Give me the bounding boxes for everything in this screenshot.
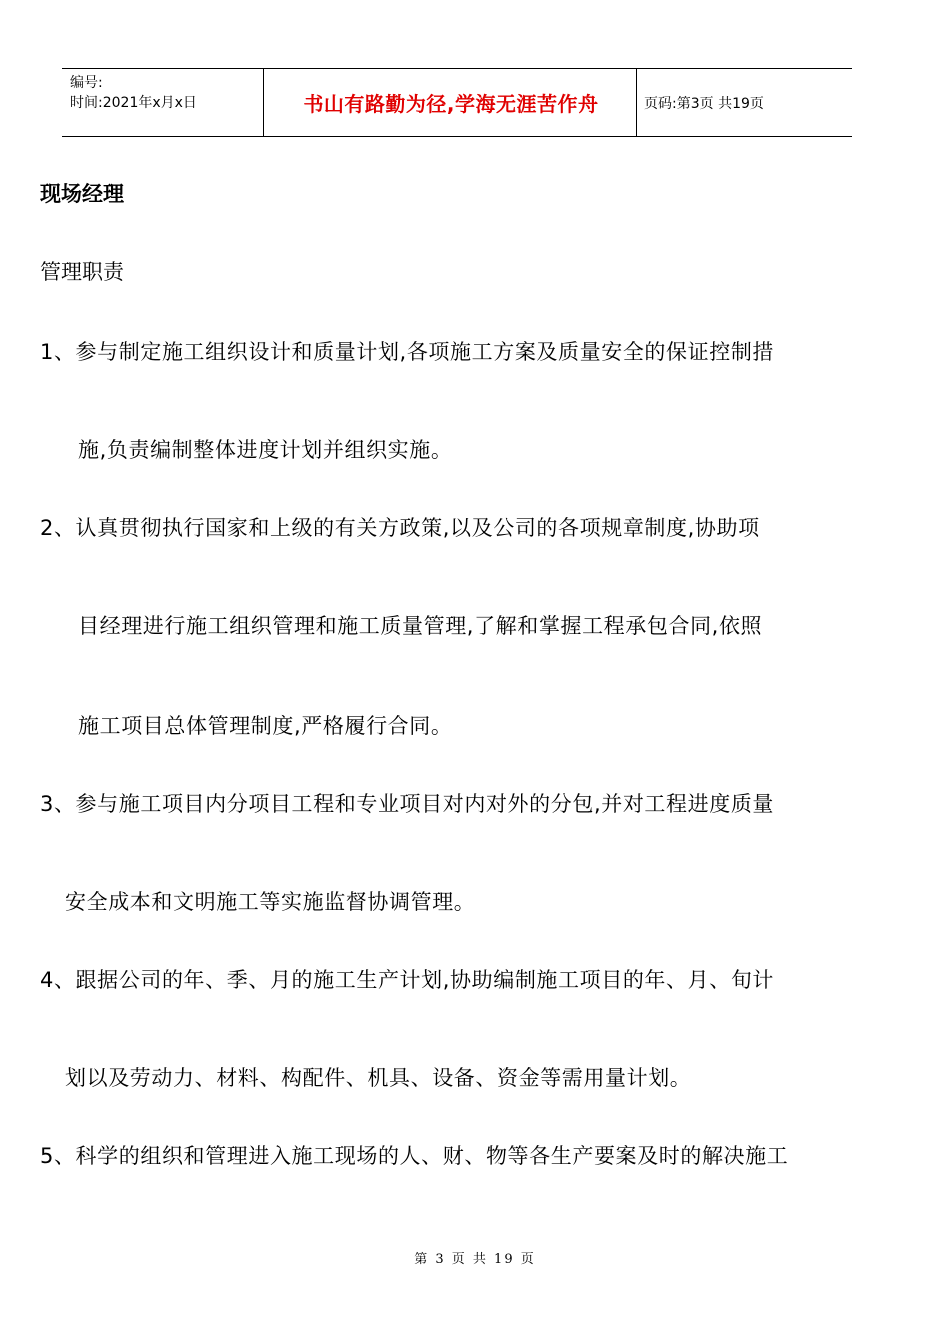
body-line: 5、科学的组织和管理进入施工现场的人、财、物等各生产要案及时的解决施工 [40, 1144, 789, 1168]
body-line: 3、参与施工项目内分项目工程和专业项目对内对外的分包,并对工程进度质量 [40, 792, 775, 816]
header-meta [70, 73, 260, 113]
body-line: 2、认真贯彻执行国家和上级的有关方政策,以及公司的各项规章制度,协助项 [40, 516, 760, 540]
body-line: 1、参与制定施工组织设计和质量计划,各项施工方案及质量安全的保证控制措 [40, 340, 775, 364]
section-title: 现场经理 [40, 182, 124, 206]
page-header [62, 68, 852, 137]
header-page-label: 页码:第3页 共19页 [644, 95, 764, 112]
body-line: 划以及劳动力、材料、构配件、机具、设备、资金等需用量计划。 [65, 1066, 692, 1090]
header-number-label: 编号: [70, 75, 103, 91]
page-footer: 第 3 页 共 19 页 [414, 1252, 536, 1267]
header-motto: 书山有路勤为径,学海无涯苦作舟 [303, 92, 599, 116]
header-divider-right [636, 69, 637, 136]
body-line: 4、跟据公司的年、季、月的施工生产计划,协助编制施工项目的年、月、旬计 [40, 968, 775, 992]
header-time-label: 时间:2021年x月x日 [70, 95, 197, 111]
body-line: 施工项目总体管理制度,严格履行合同。 [78, 714, 453, 738]
header-divider-left [263, 69, 264, 136]
body-line: 安全成本和文明施工等实施监督协调管理。 [65, 890, 476, 914]
body-line: 施,负责编制整体进度计划并组织实施。 [78, 438, 453, 462]
body-line: 目经理进行施工组织管理和施工质量管理,了解和掌握工程承包合同,依照 [78, 614, 763, 638]
subsection-title: 管理职责 [40, 260, 124, 284]
